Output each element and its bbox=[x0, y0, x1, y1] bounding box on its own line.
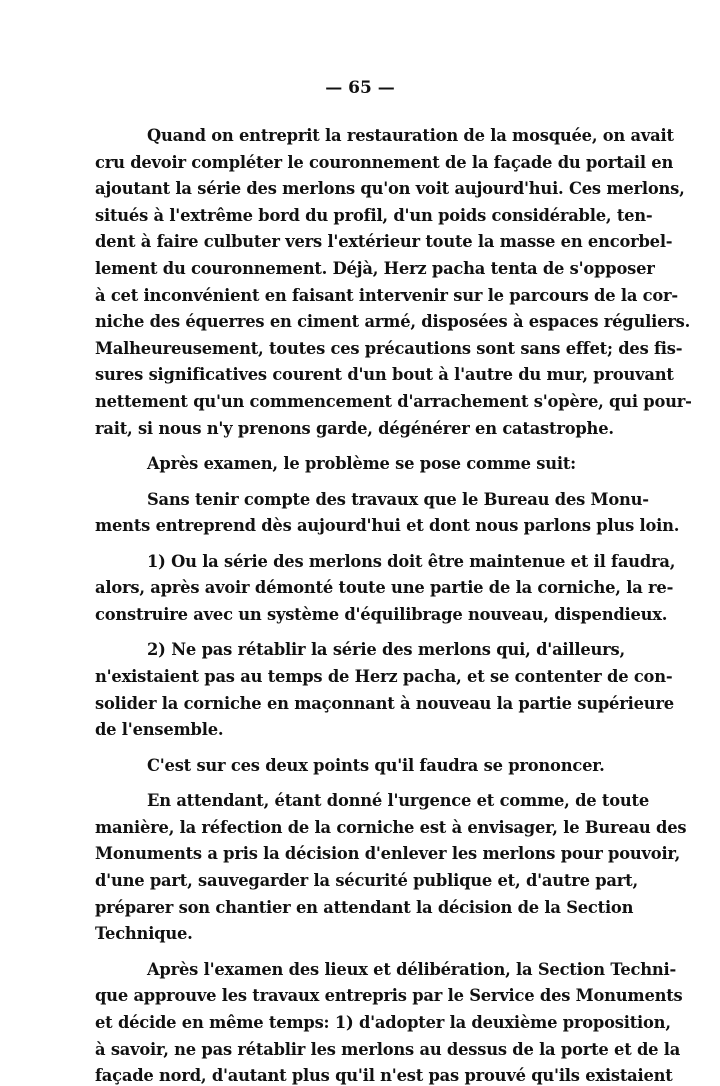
text-line: Sans tenir compte des travaux que le Bureau des Monu- bbox=[147, 489, 649, 509]
text-line: façade nord, d'autant plus qu'il n'est pas prouvé qu'ils existaient bbox=[95, 1066, 673, 1086]
text-line: Technique. bbox=[95, 924, 193, 944]
text-line: cru devoir compléter le couronnement de la façade du portail en bbox=[95, 152, 674, 172]
text-line: dent à faire culbuter vers l'extérieur toute la masse en encorbel- bbox=[95, 232, 673, 252]
text-line: d'une part, sauvegarder la sécurité publique et, d'autre part, bbox=[95, 871, 638, 890]
text-line: que approuve les travaux entrepris par le Service des Monuments bbox=[95, 986, 683, 1006]
text-line: nettement qu'un commencement d'arrachement s'opère, qui pour- bbox=[95, 392, 692, 411]
text-line: à savoir, ne pas rétablir les merlons au dessus de la porte et de la bbox=[95, 1039, 681, 1059]
text-line: En attendant, étant donné l'urgence et comme, de toute bbox=[147, 791, 650, 811]
text-line: Après l'examen des lieux et délibération, la Section Techni- bbox=[147, 959, 677, 979]
text-line: ments entreprend dès aujourd'hui et dont nous parlons plus loin. bbox=[95, 516, 680, 536]
text-line: et décide en même temps: 1) d'adopter la deuxième proposition, bbox=[95, 1012, 671, 1032]
text-line: niche des équerres en ciment armé, disposées à espaces réguliers. bbox=[95, 312, 691, 332]
text-line: de l'ensemble. bbox=[95, 720, 224, 740]
text-line: Monuments a pris la décision d'enlever les merlons pour pouvoir, bbox=[95, 844, 681, 864]
text-line: rait, si nous n'y prenons garde, dégénérer en catastrophe. bbox=[95, 418, 614, 438]
text-line: 2) Ne pas rétablir la série des merlons qui, d'ailleurs, bbox=[147, 640, 625, 660]
text-line: Quand on entreprit la restauration de la mosquée, on avait bbox=[147, 126, 674, 145]
text-line: sures significatives courent d'un bout à l'autre du mur, prouvant bbox=[95, 365, 674, 385]
text-line: 1) Ou la série des merlons doit être maintenue et il faudra, bbox=[147, 551, 676, 571]
text-line: manière, la réfection de la corniche est à envisager, le Bureau des bbox=[95, 817, 687, 837]
text-line: ajoutant la série des merlons qu'on voit aujourd'hui. Ces merlons, bbox=[95, 179, 685, 199]
text-line: Après examen, le problème se pose comme suit: bbox=[147, 454, 576, 474]
text-line: Malheureusement, toutes ces précautions sont sans effet; des fis- bbox=[95, 338, 683, 358]
text-line: alors, après avoir démonté toute une partie de la corniche, la re- bbox=[95, 578, 674, 598]
text-line: C'est sur ces deux points qu'il faudra se prononcer. bbox=[147, 755, 605, 775]
text-line: n'existaient pas au temps de Herz pacha, et se contenter de con- bbox=[95, 667, 673, 686]
text-line: construire avec un système d'équilibrage nouveau, dispendieux. bbox=[95, 604, 668, 624]
text-line: situés à l'extrême bord du profil, d'un poids considérable, ten- bbox=[95, 205, 653, 225]
text-line: à cet inconvénient en faisant intervenir sur le parcours de la cor- bbox=[95, 285, 678, 305]
text-line: solider la corniche en maçonnant à nouveau la partie supérieure bbox=[95, 693, 674, 713]
page-number: — 65 — bbox=[325, 78, 395, 98]
text-line: préparer son chantier en attendant la décision de la Section bbox=[95, 897, 634, 917]
text-line: lement du couronnement. Déjà, Herz pacha tenta de s'opposer bbox=[95, 259, 655, 278]
